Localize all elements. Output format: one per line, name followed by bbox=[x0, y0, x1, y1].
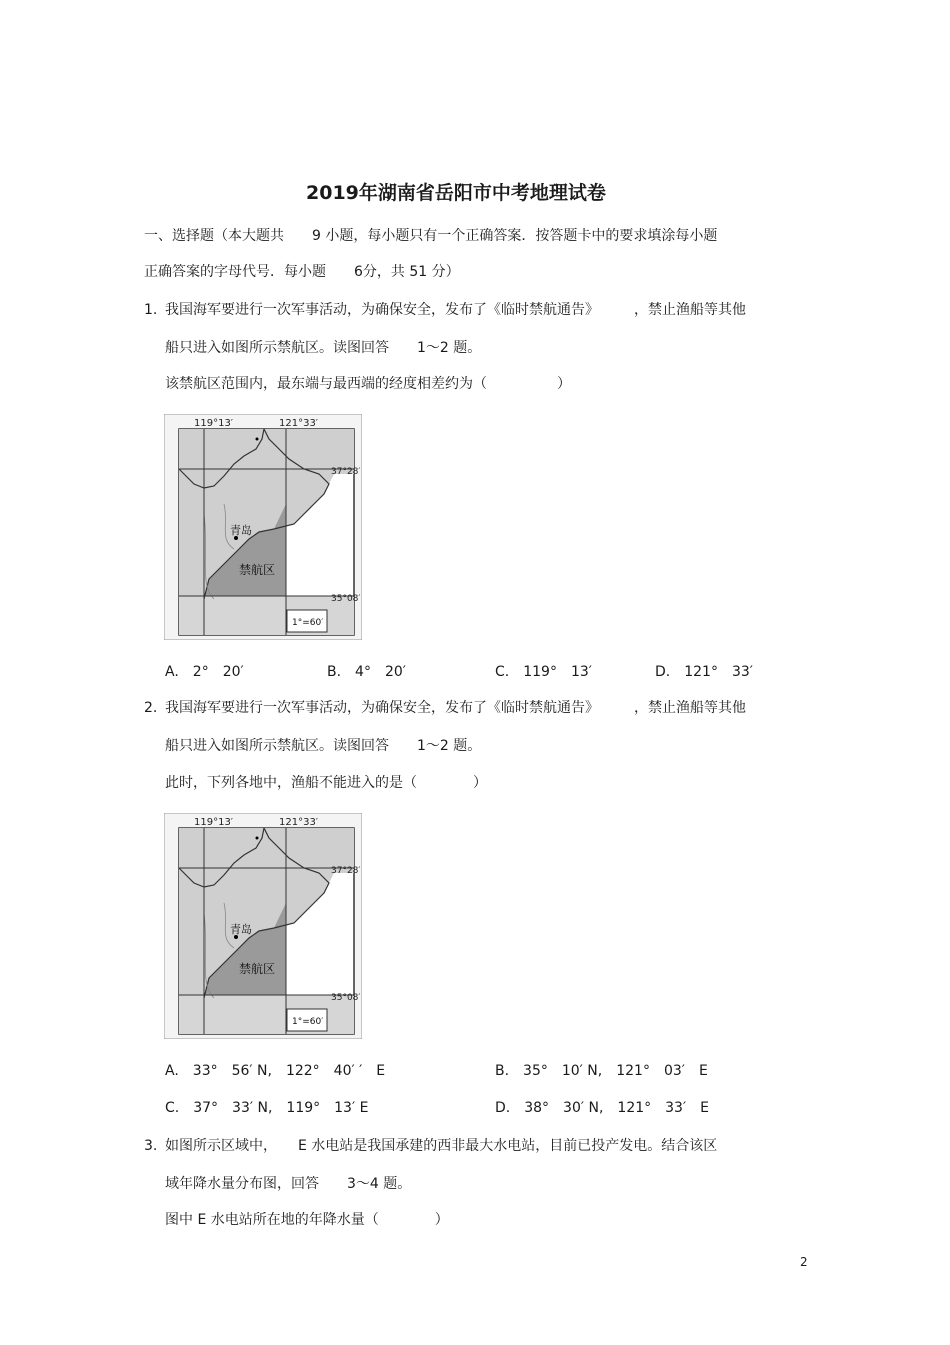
question-1-ask: 该禁航区范围内，最东端与最西端的经度相差约为（ ） bbox=[165, 376, 571, 392]
question-2-option-b[interactable]: B. 35° 10′ N, 121° 03′ E bbox=[495, 1063, 708, 1079]
map-2-lat-south-label: 35°08′ bbox=[331, 993, 361, 1003]
map-1-scale-label: 1°=60′ bbox=[292, 618, 324, 628]
question-1-option-b[interactable]: B. 4° 20′ bbox=[327, 664, 406, 680]
question-3-stem-line2: 域年降水量分布图，回答 3～4 题。 bbox=[165, 1176, 412, 1192]
no-sail-zone-map-2 bbox=[164, 813, 362, 1039]
map-1-lon-west-label: 119°13′ bbox=[194, 418, 234, 429]
question-1-stem-line2: 船只进入如图所示禁航区。读图回答 1～2 题。 bbox=[165, 340, 482, 356]
question-2-option-c[interactable]: C. 37° 33′ N, 119° 13′ E bbox=[165, 1100, 369, 1116]
question-3-ask: 图中 E 水电站所在地的年降水量（ ） bbox=[165, 1212, 449, 1228]
question-3-number: 3. bbox=[144, 1138, 158, 1154]
question-2-number: 2. bbox=[144, 700, 158, 716]
question-1-option-d[interactable]: D. 121° 33′ bbox=[655, 664, 753, 680]
map-1-zone-label: 禁航区 bbox=[239, 563, 276, 577]
map-1-lat-north-label: 37°28′ bbox=[331, 467, 361, 477]
map-1-lon-east-label: 121°33′ bbox=[279, 418, 319, 429]
map-1-city-label: 青岛 bbox=[230, 524, 252, 537]
page-number: 2 bbox=[800, 1255, 808, 1269]
map-2-scale-label: 1°=60′ bbox=[292, 1017, 324, 1027]
question-1-option-a[interactable]: A. 2° 20′ bbox=[165, 664, 244, 680]
question-2-stem-line1: 我国海军要进行一次军事活动，为确保安全，发布了《临时禁航通告》 ，禁止渔船等其他 bbox=[165, 700, 746, 716]
question-2-ask: 此时，下列各地中，渔船不能进入的是（ ） bbox=[165, 775, 487, 791]
question-2-option-d[interactable]: D. 38° 30′ N, 121° 33′ E bbox=[495, 1100, 709, 1116]
question-2-stem-line2: 船只进入如图所示禁航区。读图回答 1～2 题。 bbox=[165, 738, 482, 754]
section-heading-line2: 正确答案的字母代号．每小题 6分，共 51 分） bbox=[144, 264, 460, 280]
question-1-option-c[interactable]: C. 119° 13′ bbox=[495, 664, 592, 680]
no-sail-zone-map-1 bbox=[164, 414, 362, 640]
section-heading-line1: 一、选择题（本大题共 9 小题，每小题只有一个正确答案．按答题卡中的要求填涂每小题 bbox=[144, 228, 718, 244]
map-2-lon-west-label: 119°13′ bbox=[194, 817, 234, 828]
map-2-zone-label: 禁航区 bbox=[239, 962, 276, 976]
page-title: 2019年湖南省岳阳市中考地理试卷 bbox=[306, 182, 606, 204]
map-2-lat-north-label: 37°28′ bbox=[331, 866, 361, 876]
question-1-stem-line1: 我国海军要进行一次军事活动，为确保安全，发布了《临时禁航通告》 ，禁止渔船等其他 bbox=[165, 302, 746, 318]
question-3-stem-line1: 如图所示区域中， E 水电站是我国承建的西非最大水电站，目前已投产发电。结合该区 bbox=[165, 1138, 718, 1154]
question-1-number: 1. bbox=[144, 302, 158, 318]
question-2-option-a[interactable]: A. 33° 56′ N, 122° 40′ ′ E bbox=[165, 1063, 386, 1079]
map-2-city-label: 青岛 bbox=[230, 923, 252, 936]
map-2-lon-east-label: 121°33′ bbox=[279, 817, 319, 828]
map-1-lat-south-label: 35°08′ bbox=[331, 594, 361, 604]
